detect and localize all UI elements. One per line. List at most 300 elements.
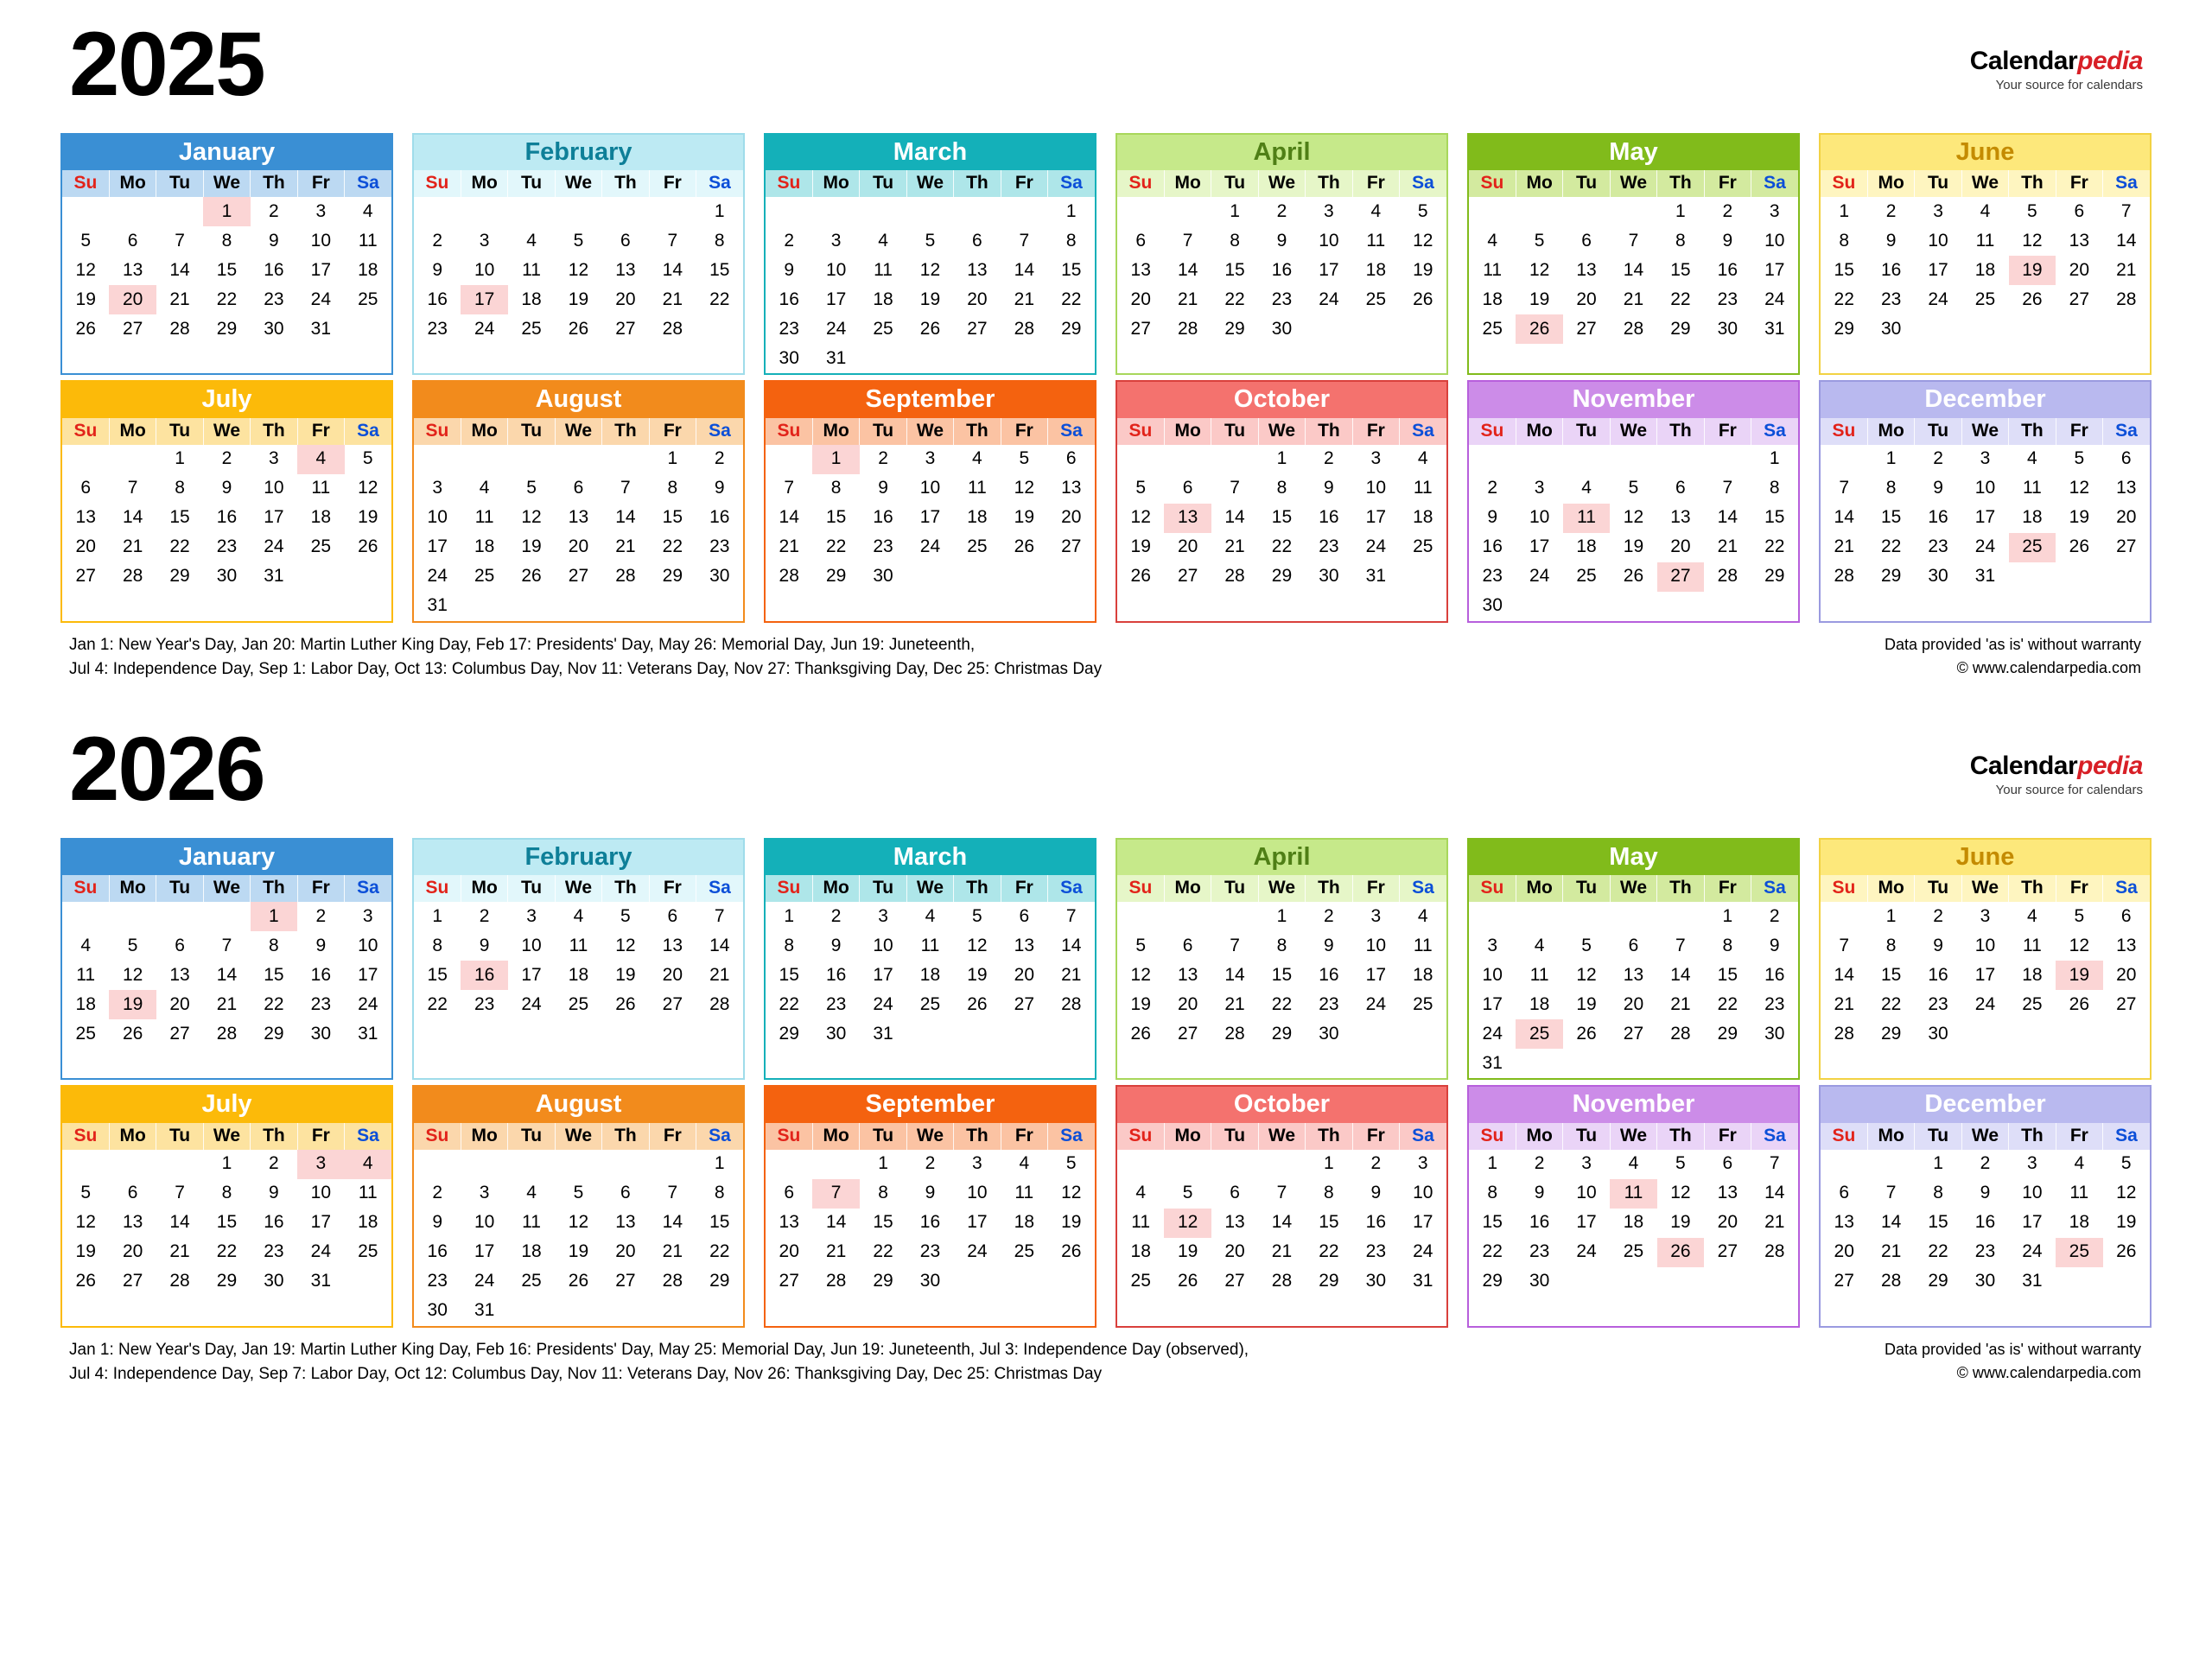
- day-cell: 12: [122, 964, 143, 985]
- day-cell: 2: [479, 905, 490, 926]
- day-cell: 24: [1413, 1241, 1433, 1262]
- day-cell: 16: [779, 289, 799, 309]
- week-row: [414, 961, 743, 990]
- day-cell: 7: [1628, 230, 1639, 251]
- day-cell: 8: [714, 1183, 725, 1203]
- day-cell: 26: [1177, 1271, 1198, 1291]
- day-cell: 27: [1177, 566, 1198, 587]
- week-row: [1117, 931, 1446, 961]
- day-cell: 24: [1365, 993, 1386, 1014]
- weekday-header: Fr: [1704, 1123, 1751, 1150]
- brand-name-part2: pedia: [2077, 47, 2143, 75]
- weekday-header-row: [1469, 875, 1798, 902]
- day-cell: 31: [1413, 1271, 1433, 1291]
- month-grid: [62, 1123, 391, 1297]
- day-cell: 1: [432, 905, 443, 926]
- week-row: [1821, 902, 2150, 931]
- day-cell: 15: [825, 507, 847, 528]
- week-row: [1469, 285, 1798, 314]
- day-cell: 13: [1164, 504, 1211, 533]
- day-cell: 2: [784, 230, 795, 251]
- day-cell: 16: [1482, 536, 1503, 557]
- weekday-header: Su: [414, 418, 461, 445]
- day-cell: 28: [1061, 993, 1082, 1014]
- week-row: [1821, 504, 2150, 533]
- day-cell: 17: [967, 1212, 988, 1233]
- weekday-header: Tu: [860, 170, 906, 197]
- weekday-header: Fr: [1001, 418, 1047, 445]
- week-row: [1469, 1019, 1798, 1049]
- day-cell: 29: [1928, 1271, 1948, 1291]
- day-cell: 2: [432, 1183, 443, 1203]
- day-cell: 11: [358, 1183, 378, 1203]
- day-cell: [109, 1150, 156, 1179]
- day-cell: 18: [873, 289, 893, 309]
- day-cell: [649, 592, 696, 621]
- day-cell: 10: [1365, 478, 1386, 498]
- day-cell: 28: [1177, 318, 1198, 339]
- day-cell: [1001, 1267, 1047, 1297]
- day-cell: 24: [1928, 289, 1948, 309]
- day-cell: 19: [568, 289, 589, 309]
- month-grid: [1821, 1123, 2150, 1297]
- weekday-header: Fr: [1001, 1123, 1047, 1150]
- day-cell: 12: [1130, 964, 1151, 985]
- day-cell: 6: [127, 1183, 138, 1203]
- month-card: [60, 133, 393, 375]
- weekday-header: Th: [1657, 875, 1704, 902]
- day-cell: 14: [1224, 964, 1245, 985]
- day-cell: 29: [264, 1023, 284, 1044]
- day-cell: 26: [1061, 1241, 1082, 1262]
- day-cell: 18: [358, 1212, 378, 1233]
- day-cell: 29: [1224, 318, 1245, 339]
- day-cell: [1563, 445, 1610, 474]
- day-cell: 11: [474, 507, 494, 528]
- month-card: [1467, 133, 1800, 375]
- weekday-header-row: [766, 1123, 1095, 1150]
- day-cell: 16: [310, 964, 331, 985]
- day-cell: 22: [1834, 289, 1854, 309]
- day-cell: 25: [2056, 1238, 2102, 1267]
- day-cell: 16: [461, 961, 507, 990]
- day-cell: 10: [474, 1212, 495, 1233]
- day-cell: 4: [2027, 905, 2037, 926]
- day-cell: 19: [2009, 256, 2056, 285]
- day-cell: [1821, 902, 1867, 931]
- day-cell: [812, 1150, 859, 1179]
- day-cell: 21: [169, 289, 190, 309]
- day-cell: [1610, 902, 1656, 931]
- month-title: March: [766, 135, 1095, 170]
- day-cell: 14: [1014, 259, 1034, 280]
- week-row: [766, 931, 1095, 961]
- day-cell: 14: [1623, 259, 1644, 280]
- day-cell: 24: [310, 289, 331, 309]
- day-cell: 13: [615, 259, 636, 280]
- day-cell: 15: [1482, 1212, 1503, 1233]
- day-cell: 21: [615, 536, 636, 557]
- week-row: [1117, 197, 1446, 226]
- weekday-header: Th: [602, 875, 649, 902]
- week-row: [414, 931, 743, 961]
- weekday-header: Sa: [1751, 170, 1798, 197]
- weekday-header: Th: [2009, 418, 2056, 445]
- day-cell: 26: [1130, 1023, 1151, 1044]
- day-cell: 10: [2022, 1183, 2043, 1203]
- month-grid: [62, 170, 391, 344]
- day-cell: 26: [967, 993, 988, 1014]
- day-cell: 10: [1413, 1183, 1433, 1203]
- weekday-header: Fr: [1001, 170, 1047, 197]
- day-cell: [1821, 445, 1867, 474]
- week-row: [1469, 1179, 1798, 1209]
- weekday-header: Tu: [156, 170, 203, 197]
- day-cell: 3: [2027, 1153, 2037, 1174]
- day-cell: [812, 197, 859, 226]
- weekday-header: Tu: [156, 875, 203, 902]
- day-cell: 26: [2022, 289, 2043, 309]
- day-cell: 29: [1271, 1023, 1293, 1044]
- month-title: June: [1821, 840, 2150, 875]
- week-row: [766, 1150, 1095, 1179]
- day-cell: 29: [1717, 1023, 1738, 1044]
- day-cell: [649, 1297, 696, 1326]
- day-cell: 16: [1928, 507, 1948, 528]
- day-cell: 26: [75, 318, 96, 339]
- day-cell: 4: [925, 905, 936, 926]
- day-cell: 29: [779, 1023, 799, 1044]
- day-cell: 19: [919, 289, 941, 309]
- day-cell: 23: [474, 993, 495, 1014]
- weekday-header: Mo: [1164, 875, 1211, 902]
- day-cell: 3: [830, 230, 842, 251]
- weekday-header: Th: [954, 1123, 1001, 1150]
- day-cell: 21: [1834, 536, 1854, 557]
- week-row: [766, 902, 1095, 931]
- day-cell: 8: [1324, 1183, 1334, 1203]
- day-cell: 11: [358, 230, 378, 251]
- day-cell: 19: [1177, 1241, 1198, 1262]
- day-cell: 17: [1319, 259, 1339, 280]
- week-row: [766, 1267, 1095, 1297]
- day-cell: 11: [874, 259, 893, 280]
- day-cell: [1610, 445, 1656, 474]
- day-cell: 20: [615, 1241, 636, 1262]
- weekday-header: Su: [1469, 170, 1516, 197]
- day-cell: 6: [80, 478, 92, 498]
- day-cell: 18: [1529, 993, 1550, 1014]
- day-cell: 6: [1675, 478, 1686, 498]
- day-cell: [1048, 344, 1095, 373]
- weekday-header: Su: [1821, 1123, 1867, 1150]
- day-cell: 17: [1974, 964, 1996, 985]
- day-cell: 3: [1417, 1153, 1428, 1174]
- weekday-header: Th: [2009, 1123, 2056, 1150]
- day-cell: 4: [1135, 1183, 1147, 1203]
- week-row: [766, 533, 1095, 562]
- day-cell: [1657, 592, 1704, 621]
- month-grid: [1117, 418, 1446, 592]
- day-cell: [602, 1150, 649, 1179]
- week-row: [414, 1150, 743, 1179]
- week-row: [1469, 1267, 1798, 1297]
- weekday-header-row: [414, 170, 743, 197]
- day-cell: [906, 562, 953, 592]
- day-cell: 7: [667, 1183, 678, 1203]
- day-cell: 8: [1276, 478, 1287, 498]
- day-cell: 1: [1065, 200, 1077, 221]
- week-row: [62, 474, 391, 504]
- week-row: [1821, 1209, 2150, 1238]
- day-cell: 12: [1164, 1209, 1211, 1238]
- day-cell: 24: [1974, 536, 1996, 557]
- day-cell: 26: [1014, 536, 1034, 557]
- day-cell: 3: [315, 200, 327, 221]
- day-cell: [860, 197, 906, 226]
- day-cell: 8: [1885, 935, 1897, 955]
- day-cell: 7: [1019, 230, 1030, 251]
- weekday-header-row: [62, 1123, 391, 1150]
- weekday-header: Su: [414, 170, 461, 197]
- brand-name-part1: Calendar: [1969, 47, 2078, 75]
- week-row: [1821, 285, 2150, 314]
- week-row: [1117, 533, 1446, 562]
- day-cell: 25: [1014, 1241, 1034, 1262]
- day-cell: 5: [1019, 448, 1030, 469]
- month-card: [1116, 133, 1448, 375]
- weekday-header: Fr: [1352, 875, 1399, 902]
- day-cell: [1400, 314, 1446, 344]
- day-cell: [1563, 592, 1610, 621]
- holiday-legend-line-2: Jul 4: Independence Day, Sep 7: Labor Day, Oct 12: Columbus Day, Nov 11: Veterans Day, Nov 26: Thanksgiving Day, Dec 25: Christmas Day: [69, 1365, 1103, 1384]
- weekday-header-row: [62, 418, 391, 445]
- day-cell: 3: [1370, 905, 1382, 926]
- weekday-header: We: [1961, 1123, 2008, 1150]
- month-card: [764, 838, 1096, 1080]
- day-cell: 16: [825, 964, 847, 985]
- day-cell: 24: [474, 318, 495, 339]
- week-row: [1469, 592, 1798, 621]
- day-cell: 14: [1880, 1212, 1902, 1233]
- day-cell: 14: [825, 1212, 847, 1233]
- weekday-header: Mo: [1867, 875, 1914, 902]
- day-cell: 23: [1928, 536, 1948, 557]
- day-cell: [62, 197, 109, 226]
- day-cell: [649, 1150, 696, 1179]
- week-row: [62, 314, 391, 344]
- day-cell: [1469, 445, 1516, 474]
- week-row: [62, 961, 391, 990]
- day-cell: 9: [714, 478, 725, 498]
- month-grid: [414, 1123, 743, 1326]
- day-cell: 28: [1834, 1023, 1854, 1044]
- day-cell: 1: [1933, 1153, 1943, 1174]
- day-cell: 18: [919, 964, 941, 985]
- day-cell: [906, 344, 953, 373]
- weekday-header-row: [1117, 1123, 1446, 1150]
- month-title: February: [414, 840, 743, 875]
- day-cell: [2009, 562, 2056, 592]
- day-cell: 17: [474, 1241, 495, 1262]
- day-cell: [345, 562, 391, 592]
- day-cell: [1704, 445, 1751, 474]
- day-cell: 5: [573, 1183, 584, 1203]
- weekday-header: Sa: [345, 875, 391, 902]
- day-cell: 21: [2116, 259, 2137, 280]
- month-grid: [1117, 875, 1446, 1049]
- day-cell: 27: [1717, 1241, 1738, 1262]
- weekday-header: Fr: [1352, 1123, 1399, 1150]
- week-row: [62, 902, 391, 931]
- day-cell: 20: [1623, 993, 1644, 1014]
- day-cell: 11: [76, 964, 96, 985]
- day-cell: [1751, 592, 1798, 621]
- day-cell: 13: [1834, 1212, 1854, 1233]
- day-cell: 2: [925, 1153, 936, 1174]
- day-cell: 15: [1880, 964, 1902, 985]
- day-cell: [1164, 902, 1211, 931]
- day-cell: [602, 197, 649, 226]
- weekday-header: Sa: [696, 170, 743, 197]
- day-cell: 28: [615, 566, 636, 587]
- day-cell: 23: [427, 1271, 448, 1291]
- day-cell: 26: [122, 1023, 143, 1044]
- day-cell: [555, 445, 601, 474]
- day-cell: 3: [479, 1183, 490, 1203]
- day-cell: 25: [75, 1023, 96, 1044]
- day-cell: 12: [1061, 1183, 1082, 1203]
- day-cell: 31: [1365, 566, 1386, 587]
- day-cell: 6: [1182, 478, 1193, 498]
- weekday-header: Th: [1306, 1123, 1352, 1150]
- day-cell: 28: [122, 566, 143, 587]
- day-cell: [62, 902, 109, 931]
- day-cell: 8: [1675, 230, 1686, 251]
- day-cell: 29: [216, 318, 238, 339]
- day-cell: 2: [1769, 905, 1780, 926]
- day-cell: 19: [109, 990, 156, 1019]
- day-cell: 10: [474, 259, 495, 280]
- day-cell: 11: [1610, 1179, 1656, 1209]
- weekday-header: Tu: [156, 418, 203, 445]
- month-grid: [766, 1123, 1095, 1297]
- day-cell: 9: [1324, 478, 1334, 498]
- week-row: [1469, 314, 1798, 344]
- week-row: [1117, 226, 1446, 256]
- day-cell: 10: [1365, 935, 1386, 955]
- week-row: [1469, 1049, 1798, 1078]
- day-cell: 16: [427, 1241, 448, 1262]
- week-row: [1469, 902, 1798, 931]
- day-cell: 28: [169, 318, 190, 339]
- weekday-header: Su: [766, 1123, 812, 1150]
- day-cell: [1400, 1019, 1446, 1049]
- day-cell: 19: [75, 1241, 96, 1262]
- day-cell: 13: [1130, 259, 1151, 280]
- weekday-header: Th: [251, 875, 297, 902]
- day-cell: 24: [1974, 993, 1996, 1014]
- weekday-header: Sa: [1048, 170, 1095, 197]
- weekday-header: Fr: [1352, 170, 1399, 197]
- week-row: [1117, 314, 1446, 344]
- day-cell: 3: [479, 230, 490, 251]
- day-cell: [297, 562, 344, 592]
- copyright-note: © www.calendarpedia.com: [1956, 658, 2141, 676]
- day-cell: 26: [2069, 993, 2089, 1014]
- weekday-header: Su: [766, 170, 812, 197]
- day-cell: 1: [1839, 200, 1850, 221]
- weekday-header: Fr: [2056, 875, 2102, 902]
- day-cell: [62, 1150, 109, 1179]
- week-row: [766, 285, 1095, 314]
- day-cell: 9: [269, 230, 279, 251]
- weekday-header: Fr: [1001, 875, 1047, 902]
- week-row: [414, 533, 743, 562]
- weekday-header: Sa: [1400, 170, 1446, 197]
- day-cell: 5: [2027, 200, 2037, 221]
- day-cell: 27: [615, 1271, 636, 1291]
- day-cell: [1821, 1150, 1867, 1179]
- day-cell: 12: [75, 259, 96, 280]
- day-cell: 8: [1487, 1183, 1498, 1203]
- weekday-header-row: [1469, 170, 1798, 197]
- day-cell: 13: [2069, 230, 2089, 251]
- month-grid: [1117, 1123, 1446, 1297]
- day-cell: [1961, 314, 2008, 344]
- weekday-header: We: [1258, 875, 1305, 902]
- day-cell: 18: [1576, 536, 1597, 557]
- calendarpedia-logo: [1970, 47, 2143, 92]
- day-cell: [1352, 1019, 1399, 1049]
- weekday-header: Mo: [812, 418, 859, 445]
- day-cell: 1: [1276, 448, 1287, 469]
- day-cell: [954, 344, 1001, 373]
- month-title: October: [1117, 382, 1446, 417]
- day-cell: 13: [1177, 964, 1198, 985]
- day-cell: 16: [1271, 259, 1293, 280]
- day-cell: 5: [972, 905, 982, 926]
- weekday-header: Sa: [2103, 875, 2150, 902]
- day-cell: 27: [2116, 536, 2137, 557]
- day-cell: [1610, 592, 1656, 621]
- day-cell: [1306, 314, 1352, 344]
- day-cell: 1: [221, 1153, 232, 1174]
- month-card: [412, 838, 745, 1080]
- day-cell: [62, 445, 109, 474]
- weekday-header-row: [1821, 170, 2150, 197]
- day-cell: 3: [1534, 478, 1545, 498]
- day-cell: 4: [1019, 1153, 1030, 1174]
- day-cell: 7: [667, 230, 678, 251]
- week-row: [1117, 504, 1446, 533]
- month-title: April: [1117, 135, 1446, 170]
- week-row: [1117, 902, 1446, 931]
- day-cell: 23: [1880, 289, 1902, 309]
- day-cell: [156, 902, 203, 931]
- day-cell: 17: [919, 507, 941, 528]
- week-row: [1117, 1179, 1446, 1209]
- day-cell: 30: [264, 1271, 284, 1291]
- day-cell: 8: [221, 230, 232, 251]
- day-cell: 12: [919, 259, 941, 280]
- weekday-header: Th: [602, 170, 649, 197]
- day-cell: 23: [1482, 566, 1503, 587]
- weekday-header-row: [1821, 875, 2150, 902]
- weekday-header-row: [1821, 1123, 2150, 1150]
- day-cell: 26: [615, 993, 636, 1014]
- day-cell: 10: [310, 230, 331, 251]
